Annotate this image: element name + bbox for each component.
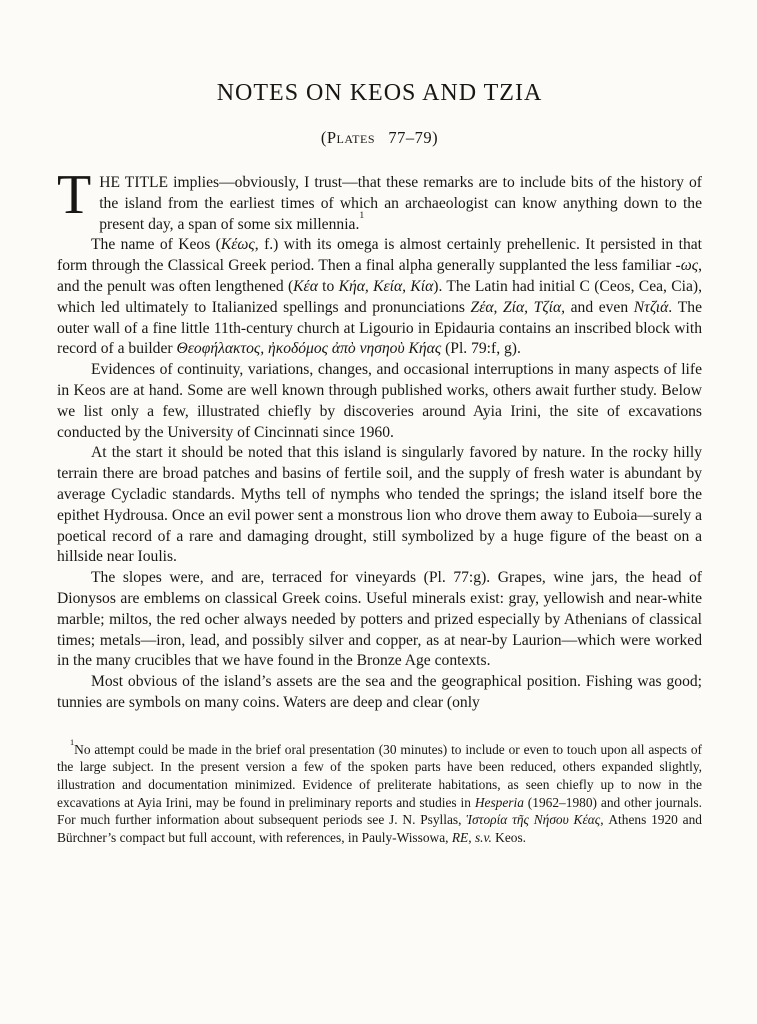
greek-text: Ντζιά (633, 298, 669, 316)
greek-text: Κέως (220, 236, 255, 254)
paragraph (57, 164, 702, 235)
plates-subtitle: (Plates 77–79) (320, 128, 439, 147)
footnote-text (57, 737, 702, 847)
greek-text: Θεοφήλακτος, ἠκοδόμος ἀπὸ νησηοὺ Κήας (176, 340, 442, 358)
text-segment: Keos. (491, 829, 527, 845)
text-segment: , (468, 829, 475, 845)
text-segment: . The outer wall of a fine little 11th-century church at Ligourio in Epidauria contains an inscribed block with record of a builder (57, 298, 702, 358)
text-segment: , Athens 1920 and Bürchner’s compact but full account, with references, in Pauly-Wissowa, (57, 812, 702, 845)
text-segment: Hesperia (474, 794, 524, 810)
greek-text: Κήα, Κεία, Κία (338, 277, 434, 295)
text-segment: and even (565, 298, 634, 316)
text-segment: At the start it should be noted that this island is singularly favored by nature. In the rocky hilly terrain there are broad patches and basins of fertile soil, and the supply of fresh water is abundant by average Cycladic standards. Myths tell of nymphs who tended the springs; the island itself bore the epithet Hydrousa. Once an evil power sent a monstrous lion who drove them away to Euboia—surely a poetical record of a rare and damaging drought, still symbolized by a huge figure of the beast on a hillside near Ioulis. (57, 444, 702, 566)
article-body (57, 164, 702, 714)
text-segment: RE (451, 829, 469, 845)
greek-text: ως (680, 257, 699, 275)
text-segment: No attempt could be made in the brief oral presentation (30 minutes) to include or even to touch upon all aspects of the large subject. In the present version a few of the spoken parts have been reduced, others expanded slightly, illustration and documentation minimized. Evidence of preliterate habitations, as seen chiefly up to now in the excavations at Ayia Irini, may be found in preliminary reports and studies in (57, 741, 702, 810)
text-segment: The name of Keos ( (91, 236, 221, 254)
greek-text: Κέα (293, 277, 318, 295)
text-segment: , f.) with its omega is almost certainly prehellenic. It persisted in that form through the Classical Greek period. Then a final alpha generally supplanted the less familiar - (57, 236, 702, 275)
text-segment: ). The Latin had initial C (Ceos, Cea, Cia), which led ultimately to Italianized spellings and pronunciations (57, 277, 702, 316)
paragraph (57, 672, 702, 714)
paragraph (57, 360, 702, 443)
text-segment: to (317, 277, 339, 295)
dropcap-initial: T (57, 164, 92, 226)
text-segment: The slopes were, and are, terraced for vineyards (Pl. 77:g). Grapes, wine jars, the head of Dionysos are emblems on classical Greek coins. Useful minerals exist: gray, yellowish and near-white marble; miltos, the red ocher always needed by potters and prized especially by Athenians of classical times; metals—iron, lead, and possibly silver and copper, as at near-by Laurion—which were worked in the many crucibles that we have found in the Bronze Age contexts. (57, 569, 702, 670)
footnote-marker: 1 (70, 737, 75, 747)
greek-text: Ζέα, Ζία, Τζία, (470, 298, 566, 316)
footnote (57, 737, 702, 847)
text-segment: (1962–1980) and other journals. For much further information about subsequent periods see J. N. Psyllas, (57, 794, 702, 828)
text-segment: , and the penult was often lengthened ( (57, 257, 702, 295)
footnote-marker: 1 (359, 210, 365, 222)
text-segment: Evidences of continuity, variations, changes, and occasional interruptions in many aspects of life in Keos are at hand. Some are well known through published works, others await further study. Below we list only a few, illustrated chiefly by discoveries around Ayia Irini, the site of excavations conducted by the University of Cincinnati since 1960. (57, 361, 702, 441)
paragraph (57, 568, 702, 672)
paragraph (57, 443, 702, 568)
page-title: NOTES ON KEOS AND TZIA (216, 80, 543, 106)
greek-text: Ἱστορία τῆς Νήσου Κέας (466, 812, 601, 828)
text-segment: (Pl. 79:f, g). (441, 340, 521, 358)
text-segment: HE TITLE implies—obviously, I trust—that these remarks are to include bits of the history of the island from the earliest times of which an archaeologist can know anything down to the present day, a span of some six millennia. (99, 174, 702, 233)
text-segment: Most obvious of the island’s assets are the sea and the geographical position. Fishing was good; tunnies are symbols on many coins. Waters are deep and clear (only (57, 673, 702, 711)
paragraph (57, 235, 702, 360)
text-segment: s.v. (474, 829, 492, 845)
